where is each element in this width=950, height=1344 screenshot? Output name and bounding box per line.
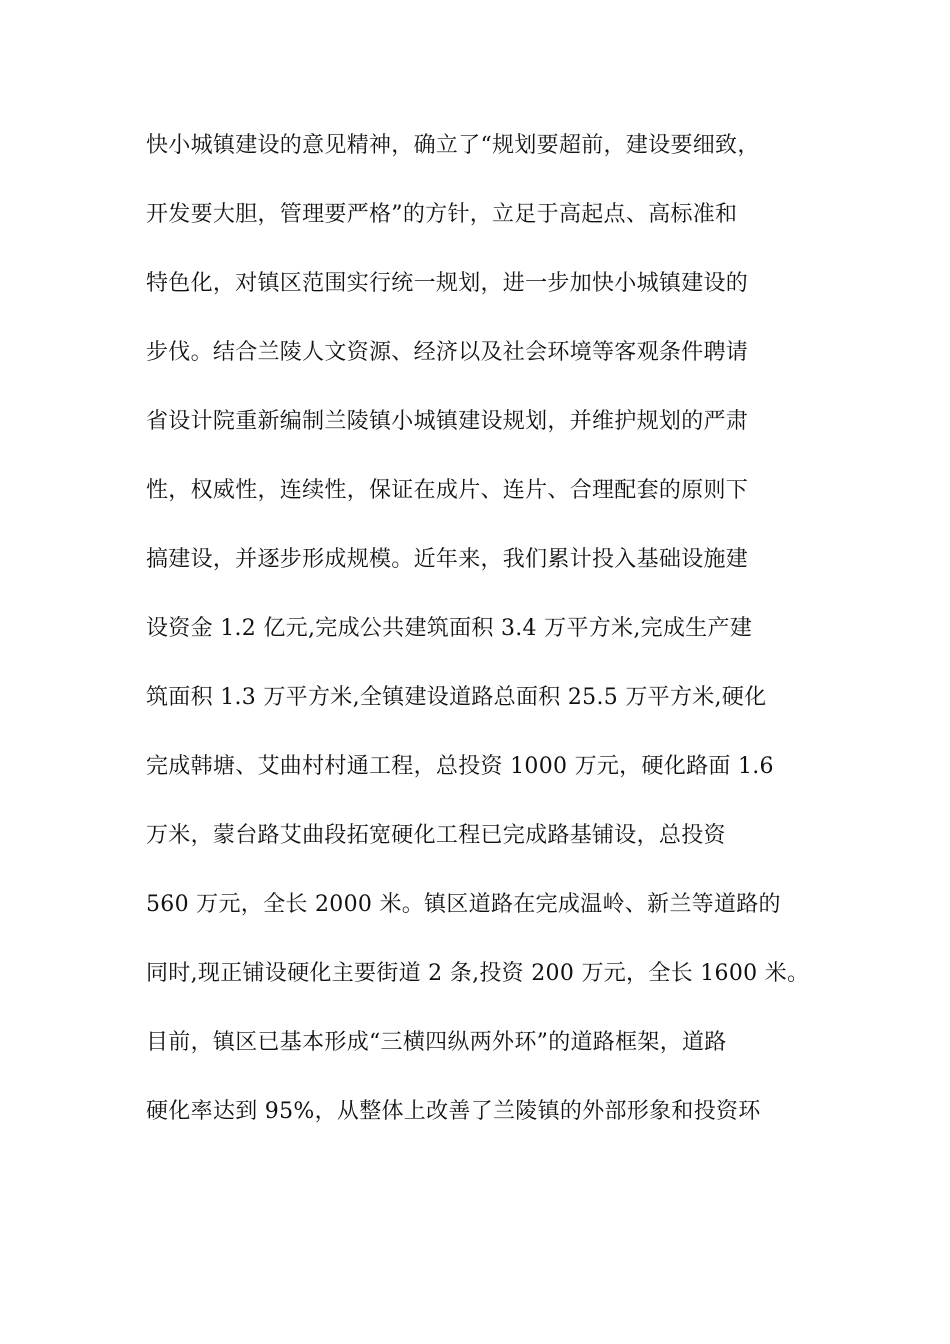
text-line: 完成韩塘、艾曲村村通工程，总投资 1000 万元，硬化路面 1.6 xyxy=(146,754,774,779)
text-line: 性，权威性，连续性，保证在成片、连片、合理配套的原则下 xyxy=(146,478,749,503)
text-line: 目前，镇区已基本形成“三横四纵两外环”的道路框架，道路 xyxy=(146,1030,727,1055)
text-line: 开发要大胆，管理要严格”的方针，立足于高起点、高标准和 xyxy=(146,202,738,227)
text-line: 万米，蒙台路艾曲段拓宽硬化工程已完成路基铺设，总投资 xyxy=(146,823,726,848)
text-line: 同时,现正铺设硬化主要街道 2 条,投资 200 万元，全长 1600 米。 xyxy=(146,961,810,986)
text-line: 硬化率达到 95%，从整体上改善了兰陵镇的外部形象和投资环 xyxy=(146,1099,761,1124)
text-line: 特色化，对镇区范围实行统一规划，进一步加快小城镇建设的 xyxy=(146,271,749,296)
text-line: 快小城镇建设的意见精神，确立了“规划要超前，建设要细致， xyxy=(146,133,760,158)
body-text xyxy=(146,126,816,1161)
text-line: 搞建设，并逐步形成规模。近年来，我们累计投入基础设施建 xyxy=(146,547,749,572)
text-line: 省设计院重新编制兰陵镇小城镇建设规划，并维护规划的严肃 xyxy=(146,409,749,434)
text-line: 设资金 1.2 亿元,完成公共建筑面积 3.4 万平方米,完成生产建 xyxy=(146,616,753,641)
text-line: 560 万元，全长 2000 米。镇区道路在完成温岭、新兰等道路的 xyxy=(146,892,781,917)
text-line: 筑面积 1.3 万平方米,全镇建设道路总面积 25.5 万平方米,硬化 xyxy=(146,685,767,710)
text-line: 步伐。结合兰陵人文资源、经济以及社会环境等客观条件聘请 xyxy=(146,340,749,365)
